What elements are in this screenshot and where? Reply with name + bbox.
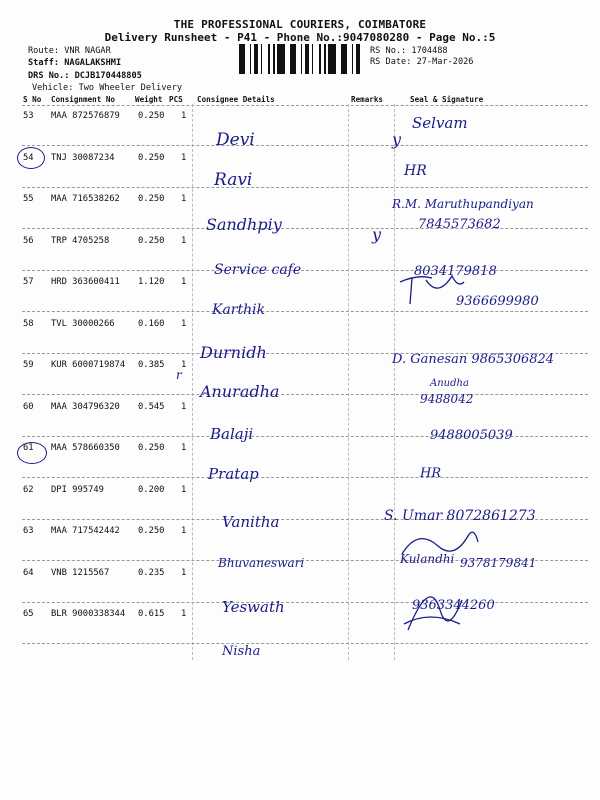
row-pcs: 1 xyxy=(181,567,187,578)
row-consignment: DPI 995749 xyxy=(51,484,104,495)
barcode-bar xyxy=(293,44,296,74)
vehicle-label: Vehicle: Two Wheeler Delivery xyxy=(32,83,183,93)
barcode-bar xyxy=(261,44,262,74)
barcode-bar xyxy=(277,44,280,74)
barcode-bar xyxy=(239,44,242,74)
row-divider xyxy=(22,187,588,188)
barcode-bar xyxy=(308,44,309,74)
row-pcs: 1 xyxy=(181,609,187,619)
col-pcs: PCS xyxy=(169,95,183,104)
row-pcs: 1 xyxy=(181,401,187,412)
col-remarks: Remarks xyxy=(351,95,384,104)
barcode-bar xyxy=(301,44,302,74)
barcode-bar xyxy=(257,44,258,74)
barcode-bar xyxy=(352,44,353,74)
barcode-bar xyxy=(273,44,275,74)
drs-label: DRS No.: DCJB170448805 xyxy=(28,71,142,81)
row-consignment: BLR 9000338344 xyxy=(51,609,126,619)
barcode-bar xyxy=(324,44,326,74)
signature-phone: 9366699980 xyxy=(456,294,539,309)
row-pcs: 1 xyxy=(181,277,187,287)
barcode-bar xyxy=(344,44,347,74)
barcode-bar xyxy=(312,44,313,74)
signature: HR xyxy=(420,466,442,481)
barcode-bar xyxy=(331,44,333,74)
handwritten-name: Vanitha xyxy=(222,513,280,531)
handwritten-name: Service cafe xyxy=(214,262,302,278)
row-consignment: TNJ 30087234 xyxy=(51,152,115,163)
row-divider xyxy=(22,228,588,229)
row-weight: 0.250 xyxy=(138,235,165,246)
row-weight: 0.250 xyxy=(138,443,165,453)
row-sno: 56 xyxy=(23,235,34,246)
barcode-bar xyxy=(333,44,336,74)
stray-mark: r xyxy=(176,368,182,382)
row-weight: 0.250 xyxy=(138,194,165,204)
signature: D. Ganesan 9865306824 xyxy=(392,352,555,367)
row-divider xyxy=(22,145,588,146)
handwritten-name: Yeswath xyxy=(222,598,285,616)
col-sno: S No xyxy=(23,95,42,104)
row-consignment: HRD 363600411 xyxy=(51,277,120,287)
row-weight: 0.160 xyxy=(138,318,165,329)
row-pcs: 1 xyxy=(181,443,187,453)
barcode-bar xyxy=(359,44,360,74)
row-sno: 58 xyxy=(23,318,34,329)
signature-scribble xyxy=(400,580,470,640)
handwritten-name: Anuradha xyxy=(200,382,280,401)
row-consignment: VNB 1215567 xyxy=(51,567,110,578)
signature-scribble xyxy=(398,268,468,308)
handwritten-name: Sandhpiy xyxy=(206,215,282,234)
row-pcs: 1 xyxy=(181,526,187,536)
handwritten-name: Durnidh xyxy=(200,343,267,362)
row-weight: 0.615 xyxy=(138,609,165,619)
barcode-bar xyxy=(254,44,257,74)
row-pcs: 1 xyxy=(181,484,187,495)
row-weight: 0.200 xyxy=(138,484,165,495)
barcode-bar xyxy=(250,44,251,74)
signature-phone: 9488005039 xyxy=(430,428,513,443)
row-divider xyxy=(22,643,588,644)
row-pcs: 1 xyxy=(181,318,187,329)
barcode-bar xyxy=(319,44,321,74)
row-weight: 0.385 xyxy=(138,360,165,370)
header-divider xyxy=(22,105,588,106)
barcode-bar xyxy=(356,44,359,74)
barcode-bar xyxy=(341,44,344,74)
row-sno: 57 xyxy=(23,277,34,287)
signature-phone: 9378179841 xyxy=(460,556,537,570)
row-sno: 54 xyxy=(23,152,34,163)
col-consignee: Consignee Details xyxy=(197,95,275,104)
row-pcs: 1 xyxy=(181,111,187,121)
row-sno: 63 xyxy=(23,526,34,536)
handwritten-name: Devi xyxy=(216,130,255,150)
barcode-bar xyxy=(290,44,293,74)
handwritten-name: Bhuvaneswari xyxy=(218,556,305,570)
signature: HR xyxy=(404,163,427,179)
runsheet-subtitle: Delivery Runsheet - P41 - Phone No.:9047080280 - Page No.:5 xyxy=(104,31,496,44)
route-label: Route: VNR NAGAR xyxy=(28,46,111,56)
handwritten-name: Karthik xyxy=(212,302,266,318)
signature: Kulandhi xyxy=(400,552,455,566)
row-divider xyxy=(22,602,588,603)
row-sno: 60 xyxy=(23,401,34,412)
row-pcs: 1 xyxy=(181,235,187,246)
row-weight: 1.120 xyxy=(138,277,165,287)
row-consignment: MAA 716538262 xyxy=(51,194,120,204)
row-consignment: MAA 304796320 xyxy=(51,401,120,412)
row-sno: 62 xyxy=(23,484,34,495)
barcode-image xyxy=(239,44,364,74)
row-divider xyxy=(22,477,588,478)
row-pcs: 1 xyxy=(181,194,187,204)
row-sno: 65 xyxy=(23,609,34,619)
barcode-bar xyxy=(328,44,331,74)
handwritten-name: Nisha xyxy=(222,644,261,659)
signature-scribble xyxy=(398,524,482,568)
row-weight: 0.250 xyxy=(138,111,165,121)
staff-label: Staff: NAGALAKSHMI xyxy=(28,58,122,68)
row-pcs: 1 xyxy=(181,360,187,370)
handwritten-name: Ravi xyxy=(214,170,253,190)
row-sno: 59 xyxy=(23,360,34,370)
row-weight: 0.250 xyxy=(138,152,165,163)
row-weight: 0.235 xyxy=(138,567,165,578)
signature-phone: 8034179818 xyxy=(414,264,497,279)
row-pcs: 1 xyxy=(181,152,187,163)
rs-date: RS Date: 27-Mar-2026 xyxy=(370,57,474,67)
ink-circle xyxy=(17,442,47,464)
remarks-mark: y xyxy=(392,130,402,149)
row-sno: 55 xyxy=(23,194,34,204)
signature: R.M. Maruthupandiyan xyxy=(392,197,534,211)
row-sno: 64 xyxy=(23,567,34,578)
row-sno: 61 xyxy=(23,443,34,453)
signature: Anudha xyxy=(430,378,469,389)
signature-phone: 7845573682 xyxy=(418,217,501,232)
col-seal: Seal & Signature xyxy=(410,95,484,104)
row-weight: 0.250 xyxy=(138,526,165,536)
company-title: THE PROFESSIONAL COURIERS, COIMBATORE xyxy=(173,18,427,31)
barcode-bar xyxy=(268,44,270,74)
barcode-bar xyxy=(282,44,285,74)
signature-phone: 9363344260 xyxy=(412,598,495,613)
signature: Selvam xyxy=(412,114,468,132)
handwritten-name: Balaji xyxy=(210,425,254,443)
row-divider xyxy=(22,394,588,395)
row-sno: 53 xyxy=(23,111,34,121)
barcode-bar xyxy=(242,44,245,74)
handwritten-name: Pratap xyxy=(208,465,259,483)
row-consignment: MAA 717542442 xyxy=(51,526,120,536)
row-weight: 0.545 xyxy=(138,401,165,412)
signature-phone: 9488042 xyxy=(420,392,474,406)
col-consignment: Consignment No xyxy=(51,95,116,104)
rs-number: RS No.: 1704488 xyxy=(370,46,448,56)
barcode-bar xyxy=(305,44,308,74)
row-consignment: TRP 4705258 xyxy=(51,235,110,246)
signature: S. Umar 8072861273 xyxy=(384,508,536,524)
row-consignment: MAA 578660350 xyxy=(51,443,120,453)
row-divider xyxy=(22,270,588,271)
remarks-mark: y xyxy=(372,225,382,244)
row-consignment: MAA 872576879 xyxy=(51,111,120,121)
row-consignment: KUR 6000719874 xyxy=(51,360,126,370)
row-divider xyxy=(22,311,588,312)
ink-circle xyxy=(17,147,45,169)
row-consignment: TVL 30000266 xyxy=(51,318,115,329)
col-weight: Weight xyxy=(135,95,163,104)
barcode-bar xyxy=(280,44,282,74)
